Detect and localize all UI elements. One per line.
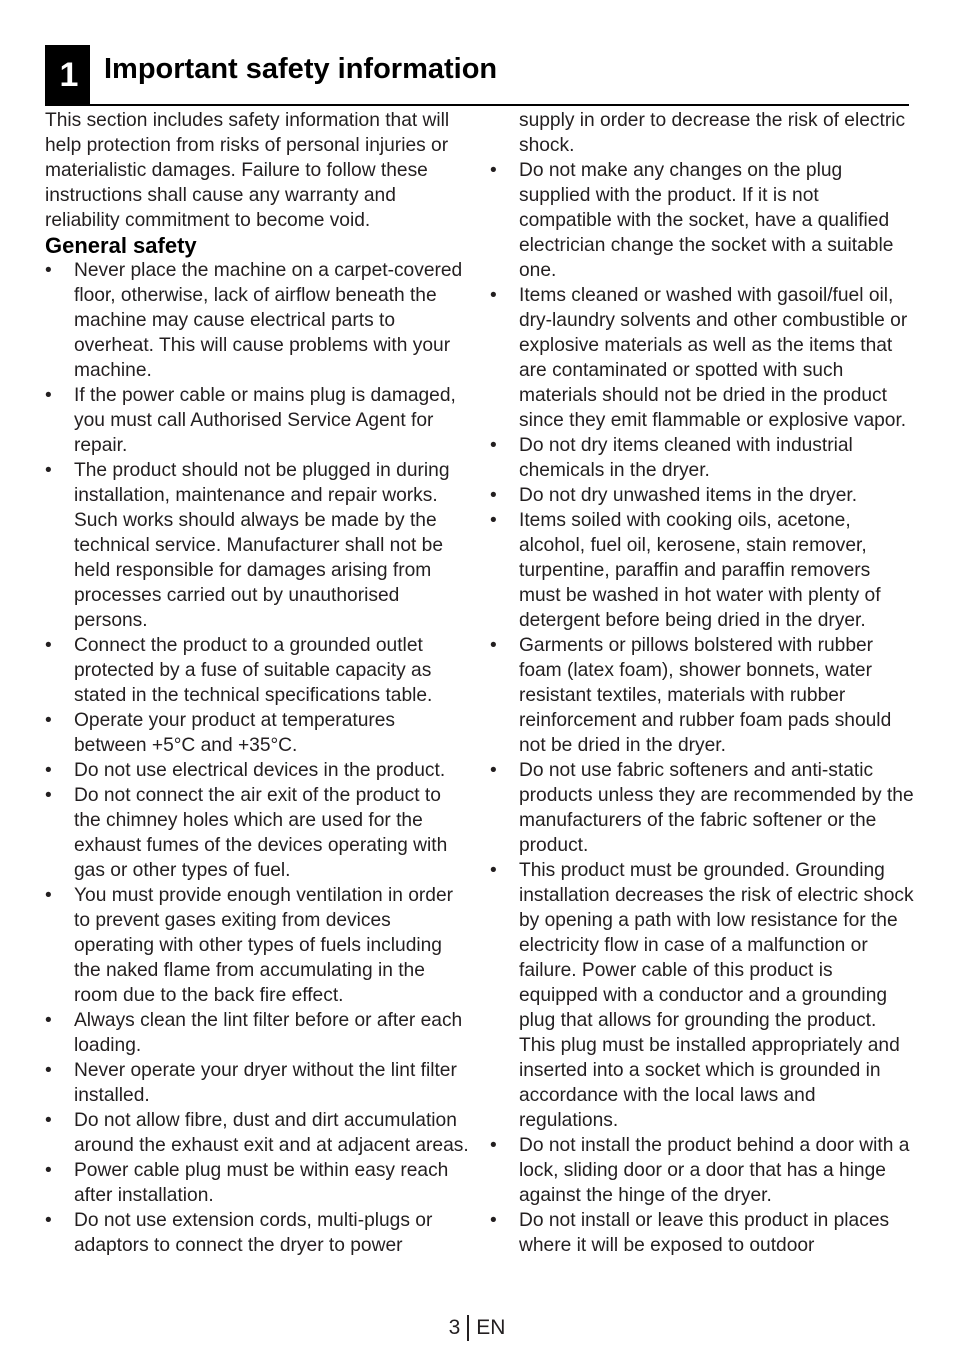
language-code: EN bbox=[476, 1316, 506, 1339]
general-safety-heading: General safety bbox=[45, 233, 197, 258]
list-item: • Do not connect the air exit of the product to the chimney holes which are used for the exhaust fumes of the devices operating with gas or other types of fuel. bbox=[45, 783, 470, 883]
list-item: • Do not make any changes on the plug supplied with the product. If it is not compatible with the socket, have a qualified electrician change the socket with a suitable one. bbox=[490, 158, 915, 283]
page-footer bbox=[0, 1314, 954, 1342]
list-item: • The product should not be plugged in during installation, maintenance and repair works. Such works should always be made by the technical service. Manufacturer shall not be held responsible for damages arising from processes carried out by unauthorised persons. bbox=[45, 458, 470, 633]
list-item: • Power cable plug must be within easy reach after installation. bbox=[45, 1158, 470, 1208]
list-item: • You must provide enough ventilation in order to prevent gases exiting from devices operating with other types of fuels including the naked flame from accumulating in the room due to the back fire effect. bbox=[45, 883, 470, 1008]
general-safety-list-continued bbox=[490, 108, 915, 1258]
header-rule bbox=[45, 104, 909, 106]
list-item: • Connect the product to a grounded outlet protected by a fuse of suitable capacity as stated in the technical specifications table. bbox=[45, 633, 470, 708]
list-item: • This product must be grounded. Grounding installation decreases the risk of electric shock by opening a path with low resistance for the electricity flow in case of a malfunction or failure. Power cable of this product is equipped with a conductor and a grounding plug that allows for grounding the product. This plug must be installed appropriately and inserted into a socket which is grounded in accordance with the local laws and regulations. bbox=[490, 858, 915, 1133]
chapter-number-badge: 1 bbox=[45, 45, 90, 105]
list-item: • Do not install or leave this product in places where it will be exposed to outdoor bbox=[490, 1208, 915, 1258]
list-item: • If the power cable or mains plug is damaged, you must call Authorised Service Agent for repair. bbox=[45, 383, 470, 458]
list-item: • Operate your product at temperatures between +5°C and +35°C. bbox=[45, 708, 470, 758]
section-title: Important safety information bbox=[104, 53, 498, 85]
intro-paragraph: This section includes safety information that will help protection from risks of personal injuries or materialistic damages. Failure to follow these instructions shall cause any warranty and reliability commitment to become void. bbox=[45, 110, 450, 231]
list-item: • Never operate your dryer without the lint filter installed. bbox=[45, 1058, 470, 1108]
list-item: • Never place the machine on a carpet-covered floor, otherwise, lack of airflow beneath the machine may cause electrical parts to overheat. This will cause problems with your machine. bbox=[45, 258, 470, 383]
left-column bbox=[45, 108, 470, 1258]
list-item: • Do not use fabric softeners and anti-static products unless they are recommended by the manufacturers of the fabric softener or the product. bbox=[490, 758, 915, 858]
list-item: • Garments or pillows bolstered with rubber foam (latex foam), shower bonnets, water resistant textiles, materials with rubber reinforcement and rubber foam pads should not be dried in the dryer. bbox=[490, 633, 915, 758]
list-item: • Do not use electrical devices in the product. bbox=[45, 758, 470, 783]
list-item: • Do not dry unwashed items in the dryer. bbox=[490, 483, 915, 508]
list-item: • Do not dry items cleaned with industrial chemicals in the dryer. bbox=[490, 433, 915, 483]
general-safety-list bbox=[45, 258, 470, 1258]
footer-divider bbox=[467, 1315, 469, 1341]
list-item: • Items soiled with cooking oils, acetone, alcohol, fuel oil, kerosene, stain remover, turpentine, paraffin and paraffin removers must be washed in hot water with plenty of detergent before being dried in the dryer. bbox=[490, 508, 915, 633]
page-number: 3 bbox=[448, 1316, 461, 1339]
list-item: • Always clean the lint filter before or after each loading. bbox=[45, 1008, 470, 1058]
list-item: • Do not allow fibre, dust and dirt accumulation around the exhaust exit and at adjacent areas. bbox=[45, 1108, 470, 1158]
list-item: • Do not install the product behind a door with a lock, sliding door or a door that has a hinge against the hinge of the dryer. bbox=[490, 1133, 915, 1208]
right-column bbox=[490, 108, 915, 1258]
list-item: • Items cleaned or washed with gasoil/fuel oil, dry-laundry solvents and other combustible or explosive materials as well as the items that are contaminated or spotted with such materials should not be dried in the product since they emit flammable or explosive vapor. bbox=[490, 283, 915, 433]
list-item: • Do not use extension cords, multi-plugs or adaptors to connect the dryer to power bbox=[45, 1208, 470, 1258]
list-item-continuation: supply in order to decrease the risk of electric shock. bbox=[519, 110, 906, 156]
section-header bbox=[45, 45, 909, 107]
